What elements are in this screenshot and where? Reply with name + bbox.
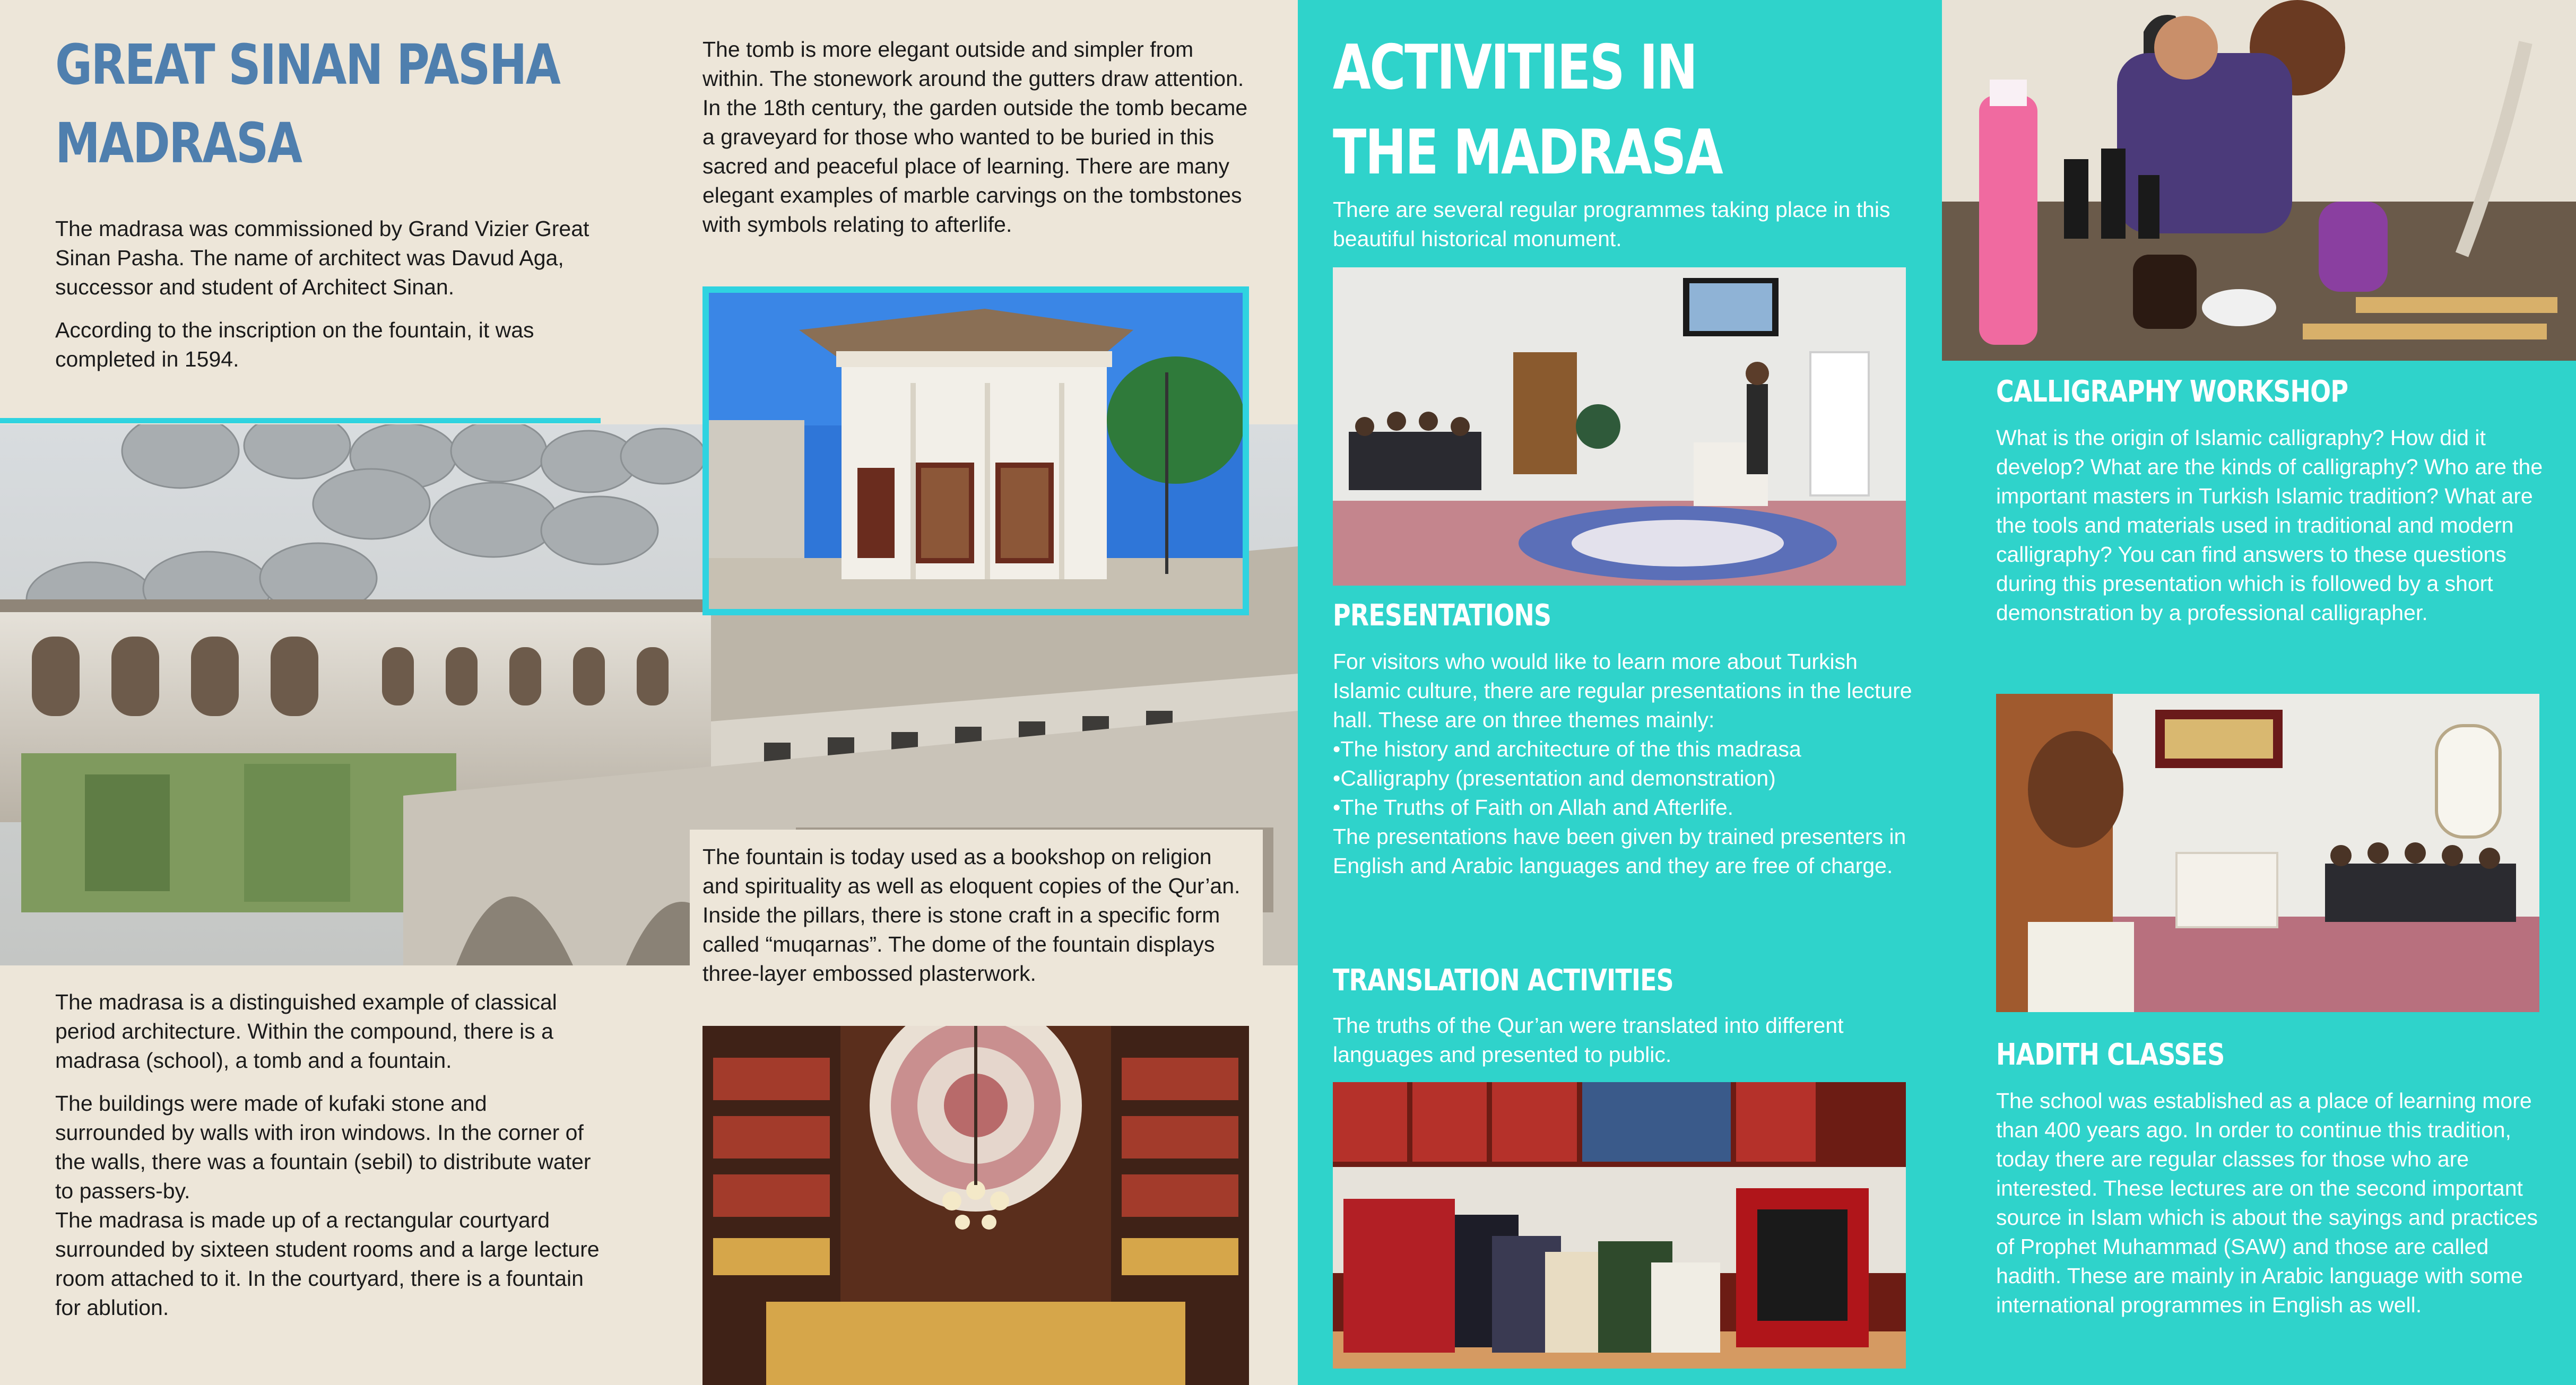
architecture-paragraph-3: The madrasa is made up of a rectangular courtyard surrounded by sixteen student rooms and a large lecture room attached to it. In the courtyard, there is a fountain for ablution. xyxy=(55,1208,600,1320)
tomb-block xyxy=(702,35,1249,239)
title-line-2: MADRASA xyxy=(55,111,301,176)
architecture-paragraph-2: The buildings were made of kufaki stone and surrounded by walls with iron windows. In the corner of the walls, there was a fountain (sebil) to distribute water to passers-by. xyxy=(55,1091,591,1203)
translation-paragraph: The truths of the Qur’an were translated into different languages and presented to public. xyxy=(1333,1013,1844,1067)
activities-title-line-2: THE MADRASA xyxy=(1333,117,1722,188)
activities-intro: There are several regular programmes taking place in this beautiful historical monument. xyxy=(1333,197,1890,251)
classroom-illustration xyxy=(1996,694,2539,1012)
hadith-heading: HADITH CLASSES xyxy=(1996,1038,2225,1072)
translated-books-photo xyxy=(1333,1082,1906,1369)
calligrapher-illustration xyxy=(1942,0,2576,361)
tomb-paragraph: The tomb is more elegant outside and simpler from within. The stonework around the gutters draw attention. In the 18th century, the garden outside the tomb became a graveyard for those who wanted to be buried in this sacred and peaceful place of learning. There are many elegant examples of marble carvings on the tombstones with symbols relating to afterlife. xyxy=(702,37,1248,237)
presentations-bullet-1: • The history and architecture of the this madrasa xyxy=(1333,735,1916,764)
translation-block xyxy=(1333,1011,1906,1069)
presentations-heading: PRESENTATIONS xyxy=(1333,598,1551,633)
presentations-bullet-3: • The Truths of Faith on Allah and Afterlife. xyxy=(1333,793,1916,822)
presentations-block xyxy=(1333,647,1916,881)
calligraphy-paragraph: What is the origin of Islamic calligraphy? How did it develop? What are the kinds of calligraphy? Who are the important masters in Turkish Islamic tradition? What are the tools and materials used in traditional and modern calligraphy? You can find answers to these questions during this presentation which is followed by a short demonstration by a professional calligrapher. xyxy=(1996,425,2543,625)
right-page xyxy=(1298,0,2576,1385)
presentations-list xyxy=(1333,735,1916,822)
bookshop-interior-photo xyxy=(702,1026,1249,1385)
architecture-block xyxy=(55,988,602,1322)
bookshop-illustration xyxy=(702,1026,1249,1385)
madrasa-title xyxy=(55,25,577,182)
lecture-hall-illustration xyxy=(1333,267,1906,586)
translation-heading: TRANSLATION ACTIVITIES xyxy=(1333,963,1673,998)
activities-intro-block xyxy=(1333,195,1895,254)
calligraphy-block xyxy=(1996,423,2548,628)
activities-title xyxy=(1333,25,1842,195)
presentations-bullet-2: • Calligraphy (presentation and demonstration) xyxy=(1333,764,1916,793)
books-illustration xyxy=(1333,1082,1906,1369)
activities-title-line-1: ACTIVITIES IN xyxy=(1333,32,1697,103)
fountain-photo-frame xyxy=(702,286,1249,615)
architecture-paragraph-1: The madrasa is a distinguished example of classical period architecture. Within the compound, there is a madrasa (school), a tomb and a fountain. xyxy=(55,990,557,1073)
calligraphy-heading: CALLIGRAPHY WORKSHOP xyxy=(1996,374,2348,409)
presentation-photo xyxy=(1333,267,1906,586)
fountain-photo xyxy=(709,293,1243,609)
accent-line xyxy=(0,418,601,423)
fountain-paragraph: The fountain is today used as a bookshop on religion and spirituality as well as eloquent copies of the Qur’an. Inside the pillars, there is stone craft in a specific form called “muqarnas”. The dome of the fountain displays three-layer embossed plasterwork. xyxy=(702,844,1241,986)
intro-block xyxy=(55,214,596,374)
calligraphy-photo xyxy=(1942,0,2576,361)
presentations-paragraph-2: The presentations have been given by trained presenters in English and Arabic languages and they are free of charge. xyxy=(1333,824,1906,878)
hadith-paragraph: The school was established as a place of learning more than 400 years ago. In order to continue this tradition, today there are regular classes for those who are interested. These lectures are on the second important source in Islam which is about the sayings and practices of Prophet Muhammad (SAW) and those are called hadith. These are mainly in Arabic language with some international programmes in English as well. xyxy=(1996,1088,2538,1317)
intro-paragraph-1: The madrasa was commissioned by Grand Vizier Great Sinan Pasha. The name of architect was Davud Aga, successor and student of Architect Sinan. xyxy=(55,216,589,299)
hadith-block xyxy=(1996,1086,2558,1320)
presentations-paragraph: For visitors who would like to learn more about Turkish Islamic culture, there are regular presentations in the lecture hall. These are on three themes mainly: xyxy=(1333,649,1912,732)
fountain-text-box xyxy=(690,830,1263,1021)
title-line-1: GREAT SINAN PASHA xyxy=(55,32,560,97)
hadith-class-photo xyxy=(1996,694,2539,1012)
intro-paragraph-2: According to the inscription on the fountain, it was completed in 1594. xyxy=(55,318,534,371)
